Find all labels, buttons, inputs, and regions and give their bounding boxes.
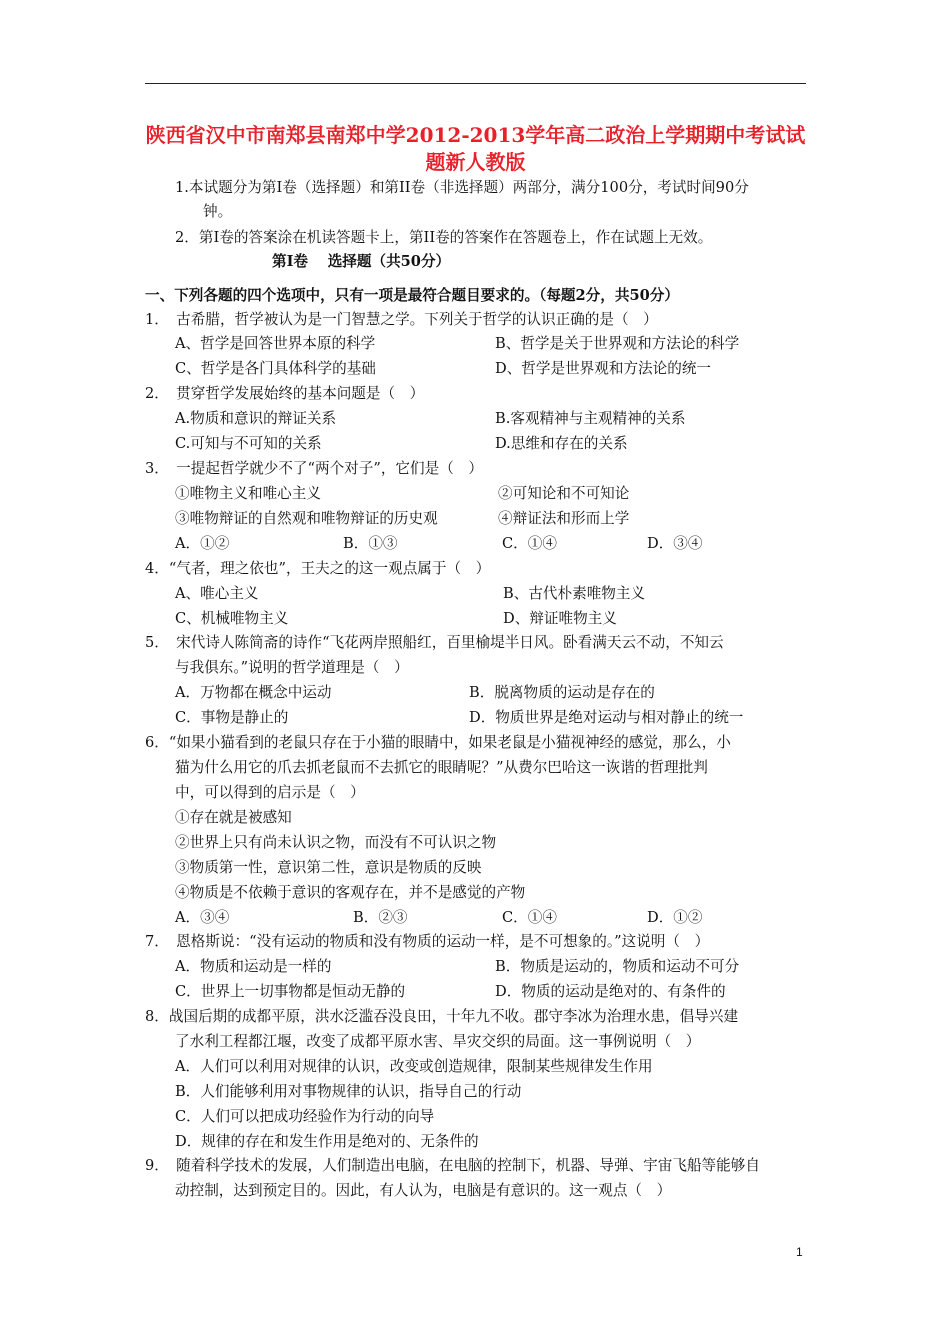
q7-option-c: C．世界上一切事物都是恒动无静的 [175, 983, 406, 1000]
q1-option-d: D、哲学是世界观和方法论的统一 [495, 360, 712, 377]
q6-item-3: ③物质第一性，意识第二性，意识是物质的反映 [175, 859, 482, 876]
instruction-2: 2．第I卷的答案涂在机读答题卡上，第II卷的答案作在答题卷上，作在试题上无效。 [175, 229, 713, 246]
q6-stem-line1: 6．“如果小猫看到的老鼠只存在于小猫的眼睛中，如果老鼠是小猫视神经的感觉，那么，小 [145, 734, 731, 751]
q8-option-a: A．人们可以利用对规律的认识，改变或创造规律，限制某些规律发生作用 [175, 1058, 653, 1075]
part-heading: 一、下列各题的四个选项中，只有一项是最符合题目要求的。（每题2分，共50分） [145, 287, 679, 304]
q2-option-a: A.物质和意识的辩证关系 [175, 410, 337, 427]
q6-item-1: ①存在就是被感知 [175, 809, 292, 826]
q6-option-b: B．②③ [353, 909, 408, 926]
instruction-1-cont: 钟。 [203, 203, 233, 220]
q6-option-c: C．①④ [502, 909, 557, 926]
q3-option-c: C．①④ [502, 535, 557, 552]
q7-option-d: D．物质的运动是绝对的、有条件的 [495, 983, 726, 1000]
q3-item-2: ②可知论和不可知论 [498, 485, 630, 502]
instruction-1: 1.本试题分为第I卷（选择题）和第II卷（非选择题）两部分，满分100分，考试时间90分 [175, 179, 749, 196]
q3-option-d: D．③④ [647, 535, 703, 552]
q6-stem-line3: 中，可以得到的启示是（ ） [175, 784, 365, 801]
q6-option-d: D．①② [647, 909, 703, 926]
section-title: 第Ⅰ卷 选择题（共50分） [272, 253, 451, 270]
q3-stem: 3． 一提起哲学就少不了“两个对子”，它们是（ ） [145, 460, 483, 477]
q1-option-a: A、哲学是回答世界本原的科学 [175, 335, 376, 352]
q4-option-c: C、机械唯物主义 [175, 610, 289, 627]
q3-option-a: A．①② [175, 535, 230, 552]
q9-stem-line2: 动控制，达到预定目的。因此，有人认为，电脑是有意识的。这一观点（ ） [175, 1182, 672, 1199]
q3-item-4: ④辩证法和形而上学 [498, 510, 630, 527]
q1-stem: 1． 古希腊，哲学被认为是一门智慧之学。下列关于哲学的认识正确的是（ ） [145, 311, 658, 328]
q6-option-a: A．③④ [175, 909, 230, 926]
q6-stem-line2: 猫为什么用它的爪去抓老鼠而不去抓它的眼睛呢？”从费尔巴哈这一诙谐的哲理批判 [175, 759, 708, 776]
q8-stem-line1: 8．战国后期的成都平原，洪水泛滥吞没良田，十年九不收。郡守李冰为治理水患，倡导兴建 [145, 1008, 739, 1025]
q5-stem-line2: 与我俱东。”说明的哲学道理是（ ） [175, 659, 409, 676]
q6-item-2: ②世界上只有尚未认识之物，而没有不可认识之物 [175, 834, 497, 851]
q4-stem: 4．“气者，理之依也”，王夫之的这一观点属于（ ） [145, 560, 491, 577]
q2-option-b: B.客观精神与主观精神的关系 [495, 410, 686, 427]
q5-option-d: D．物质世界是绝对运动与相对静止的统一 [469, 709, 744, 726]
q1-option-b: B、哲学是关于世界观和方法论的科学 [495, 335, 740, 352]
q5-stem-line1: 5． 宋代诗人陈简斋的诗作“飞花两岸照船红，百里榆堤半日风。卧看满天云不动，不知云 [145, 634, 724, 651]
page-number: 1 [796, 1245, 803, 1259]
q5-option-c: C．事物是静止的 [175, 709, 289, 726]
q5-option-b: B．脱离物质的运动是存在的 [469, 684, 655, 701]
q8-option-c: C．人们可以把成功经验作为行动的向导 [175, 1108, 435, 1125]
q4-option-a: A、唯心主义 [175, 585, 259, 602]
header-rule [145, 83, 806, 84]
q3-item-3: ③唯物辩证的自然观和唯物辩证的历史观 [175, 510, 438, 527]
q8-option-b: B．人们能够利用对事物规律的认识，指导自己的行动 [175, 1083, 522, 1100]
q3-option-b: B．①③ [343, 535, 398, 552]
q5-option-a: A．万物都在概念中运动 [175, 684, 332, 701]
q7-option-a: A．物质和运动是一样的 [175, 958, 332, 975]
q7-stem: 7． 恩格斯说：“没有运动的物质和没有物质的运动一样，是不可想象的。”这说明（ ） [145, 933, 710, 950]
document-title: 陕西省汉中市南郑县南郑中学2012-2013学年高二政治上学期期中考试试题新人教版 [145, 123, 806, 174]
q2-option-d: D.思维和存在的关系 [495, 435, 628, 452]
q2-stem: 2． 贯穿哲学发展始终的基本问题是（ ） [145, 385, 425, 402]
q3-item-1: ①唯物主义和唯心主义 [175, 485, 321, 502]
q1-option-c: C、哲学是各门具体科学的基础 [175, 360, 376, 377]
q9-stem-line1: 9． 随着科学技术的发展，人们制造出电脑，在电脑的控制下，机器、导弹、宇宙飞船等能够自 [145, 1157, 760, 1174]
q4-option-b: B、古代朴素唯物主义 [503, 585, 646, 602]
q8-option-d: D．规律的存在和发生作用是绝对的、无条件的 [175, 1133, 479, 1150]
q8-stem-line2: 了水利工程都江堰，改变了成都平原水害、旱灾交织的局面。这一事例说明（ ） [175, 1033, 701, 1050]
q6-item-4: ④物质是不依赖于意识的客观存在，并不是感觉的产物 [175, 884, 526, 901]
q4-option-d: D、辩证唯物主义 [503, 610, 617, 627]
q7-option-b: B．物质是运动的，物质和运动不可分 [495, 958, 740, 975]
q2-option-c: C.可知与不可知的关系 [175, 435, 322, 452]
